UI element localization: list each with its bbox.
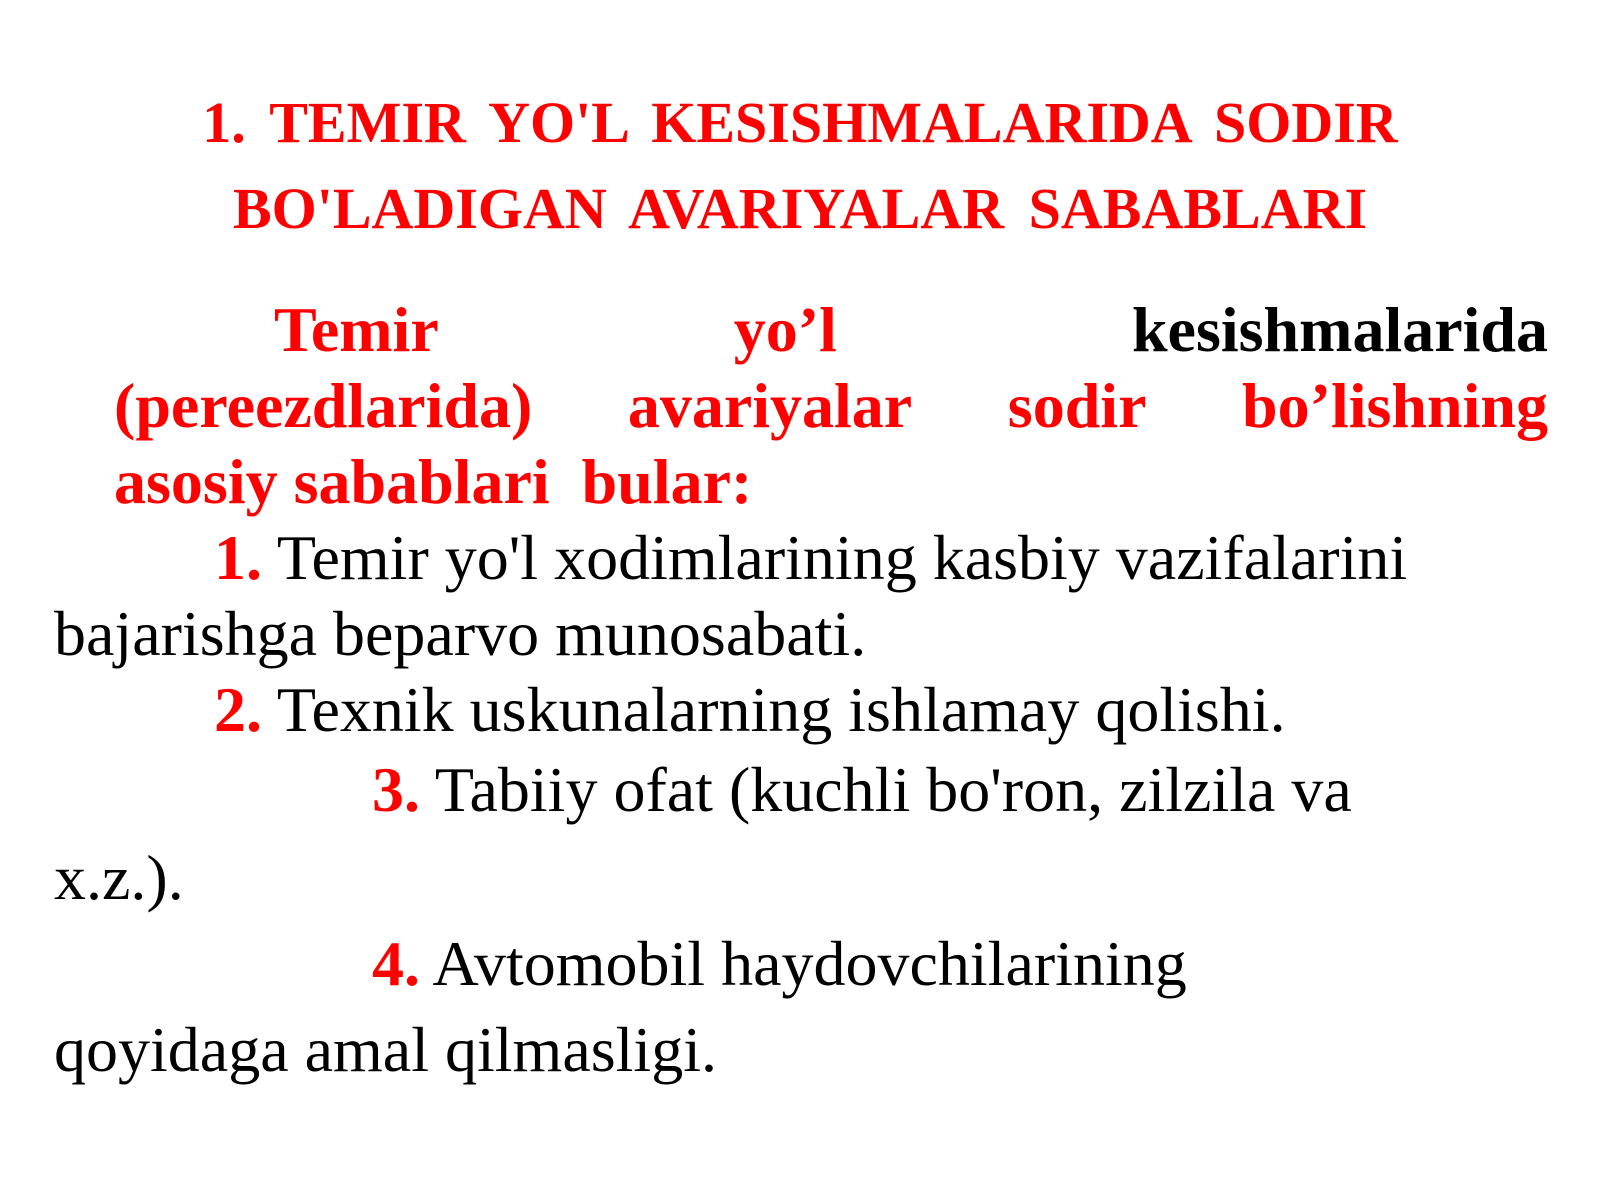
item-number: 2. <box>214 674 262 745</box>
intro-word: Temir <box>274 294 439 365</box>
intro-word: sodir <box>1007 370 1147 441</box>
intro-row-3 <box>114 444 1548 520</box>
list-item-2 <box>214 672 1286 748</box>
slide-title <box>0 80 1600 252</box>
item-text: Tabiiy ofat (kuchli bo'ron, zilzila va <box>434 754 1352 825</box>
list-item-3-continuation <box>54 840 184 916</box>
item-number: 3. <box>372 754 420 825</box>
intro-row-2 <box>114 368 1548 444</box>
intro-row-1 <box>114 292 1548 368</box>
item-text: Texnik uskunalarning ishlamay qolishi. <box>276 674 1286 745</box>
title-line-2: BO'LADIGAN AVARIYALAR SABABLARI <box>232 176 1368 241</box>
item-number: 4. <box>372 928 420 999</box>
list-item-4 <box>372 926 1187 1002</box>
list-item-3 <box>372 752 1352 828</box>
item-text: Avtomobil haydovchilarining <box>432 928 1187 999</box>
intro-word: avariyalar <box>627 370 913 441</box>
intro-word: yo’l <box>733 294 837 365</box>
list-item-1 <box>214 520 1407 596</box>
item-text: bajarishga beparvo munosabati. <box>54 598 867 669</box>
list-item-4-continuation <box>54 1012 717 1088</box>
intro-word: (pereezdlarida) <box>114 370 533 441</box>
item-number: 1. <box>214 522 262 593</box>
title-line-1: 1. TEMIR YO'L KESISHMALARIDA SODIR <box>202 90 1398 155</box>
item-text: Temir yo'l xodimlarining kasbiy vazifalarini <box>276 522 1408 593</box>
intro-text: asosiy sabablari bular: <box>114 446 753 517</box>
list-item-1-continuation <box>54 596 866 672</box>
intro-paragraph <box>114 292 1548 520</box>
intro-word: bo’lishning <box>1242 370 1548 441</box>
item-text: x.z.). <box>54 842 184 913</box>
intro-word: kesishmalarida <box>1131 294 1548 365</box>
item-text: qoyidaga amal qilmasligi. <box>54 1014 717 1085</box>
